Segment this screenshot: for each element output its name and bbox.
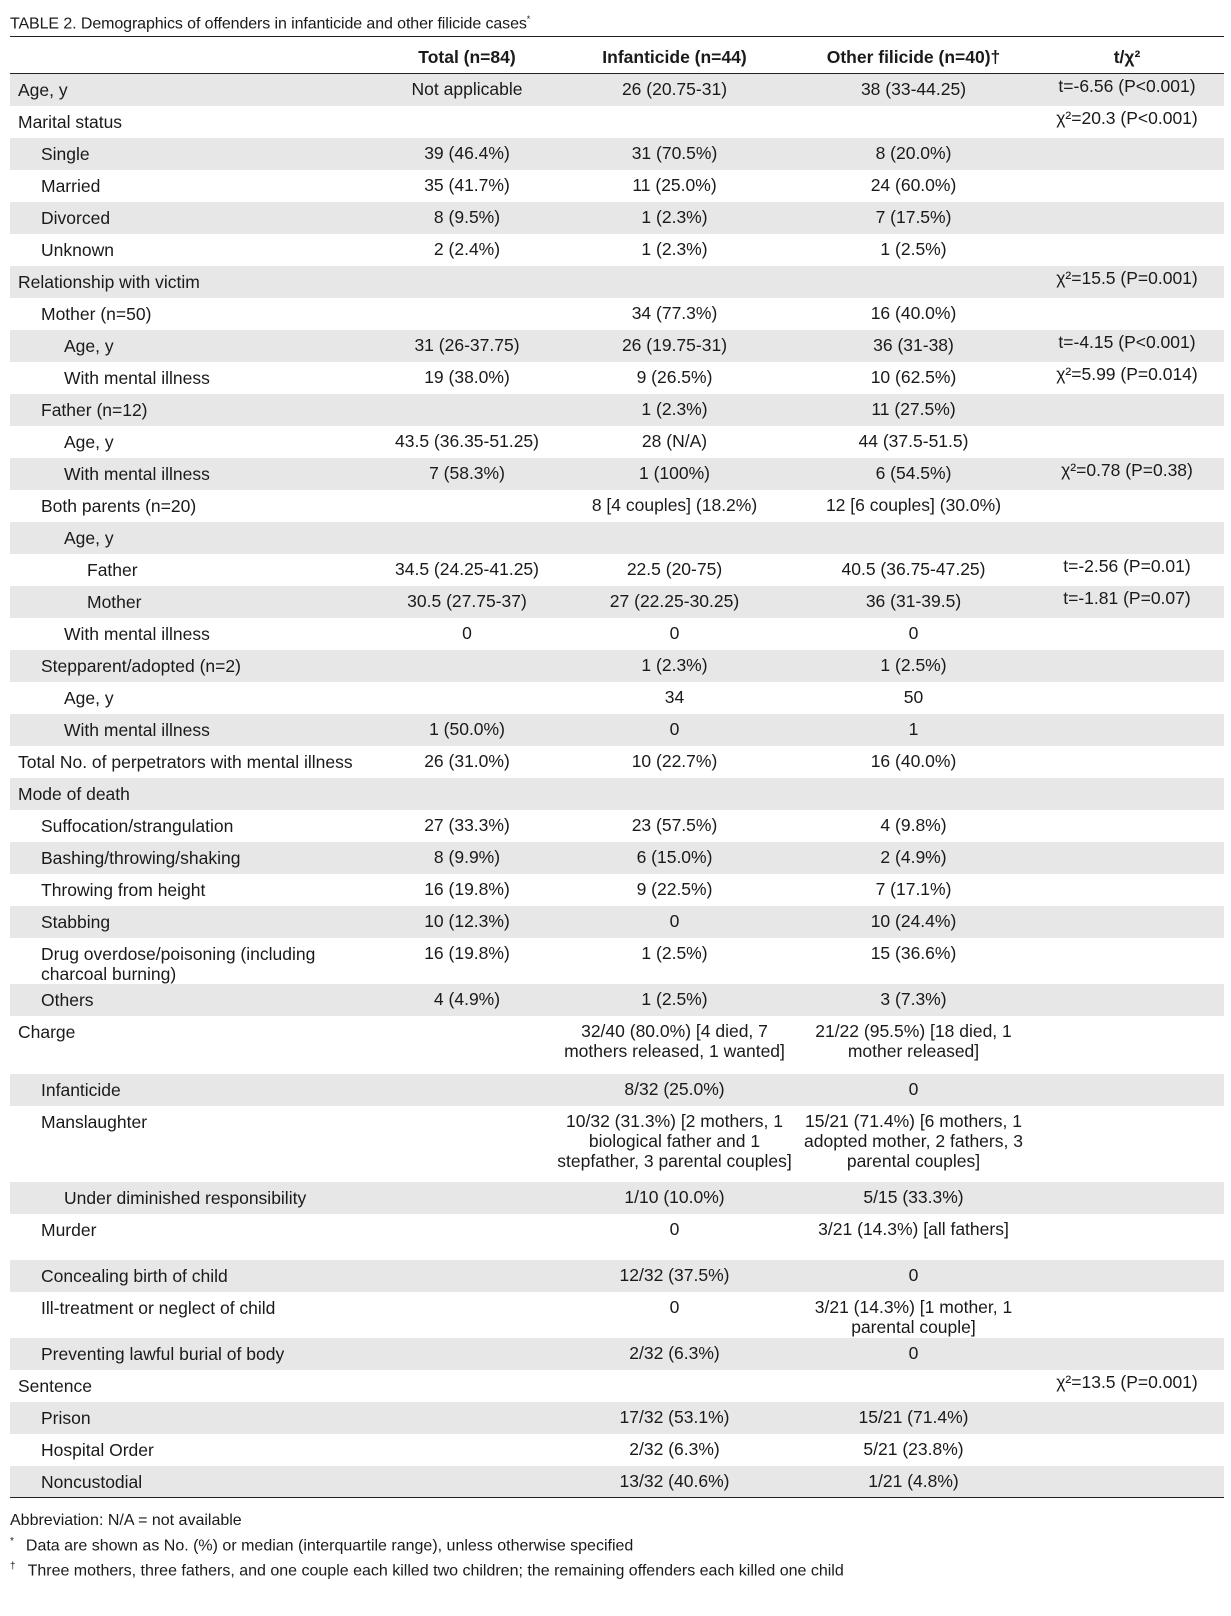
cell-statistic [1030,842,1224,874]
cell-infanticide: 6 (15.0%) [552,842,797,874]
cell-infanticide: 1 (2.3%) [552,650,797,682]
table-row [10,170,1224,202]
table-row [10,682,1224,714]
cell-infanticide: 10 (22.7%) [631,750,718,771]
cell-infanticide: 1 (2.3%) [552,202,797,234]
table-row [10,234,1224,266]
table-row [10,618,1224,650]
row-label: Age, y [10,74,382,106]
row-label: Noncustodial [10,1466,382,1498]
table-row [10,362,1224,394]
row-label: Age, y [64,687,114,708]
cell-total: 10 (12.3%) [382,906,552,938]
caption-mark: * [526,14,531,24]
cell-statistic: χ²=0.78 (P=0.38) [1030,458,1224,490]
cell-other-filicide: 15 (36.6%) [870,942,957,963]
cell-other-filicide [797,522,1030,554]
row-label: Total No. of perpetrators with mental illness [18,751,353,772]
table-row [10,554,1224,586]
cell-statistic [1030,874,1224,906]
row-label: Age, y [64,431,114,452]
cell-other-filicide: 7 (17.1%) [875,878,952,899]
cell-total [382,1260,552,1292]
row-label: Drug overdose/poisoning (including charcoal burning) [41,943,316,984]
row-label: With mental illness [10,714,382,746]
cell-other-filicide: 0 [797,1338,1030,1370]
cell-statistic [1030,1182,1224,1214]
row-label: Sentence [18,1375,92,1396]
cell-statistic [1030,984,1224,1016]
cell-total [382,1182,552,1214]
cell-infanticide: 28 (N/A) [641,430,708,451]
cell-total [382,1402,552,1434]
cell-infanticide: 1/10 (10.0%) [552,1182,797,1214]
cell-total: 39 (46.4%) [382,138,552,170]
cell-total: 35 (41.7%) [424,174,510,195]
row-label: With mental illness [64,367,210,388]
cell-other-filicide: 40.5 (36.75-47.25) [841,558,986,579]
header-infanticide: Infanticide (n=44) [552,37,797,74]
row-label: Age, y [10,522,382,554]
cell-infanticide: 0 [552,906,797,938]
cell-statistic [1030,778,1224,810]
cell-statistic: t=-2.56 (P=0.01) [1063,555,1191,576]
header-statistic: t/χ² [1030,37,1224,74]
cell-infanticide: 12/32 (37.5%) [552,1260,797,1292]
row-label: Unknown [41,239,114,260]
table-row [10,586,1224,618]
row-label: Preventing lawful burial of body [10,1338,382,1370]
row-label: Father [87,559,138,580]
cell-statistic [1030,522,1224,554]
table-row [10,1338,1224,1370]
row-label: Mode of death [10,778,382,810]
cell-other-filicide: 4 (9.8%) [880,814,947,835]
cell-total [382,1292,552,1338]
table-row [10,984,1224,1016]
cell-total [382,1016,552,1074]
cell-total [382,1106,552,1182]
cell-infanticide: 1 (2.3%) [552,394,797,426]
cell-other-filicide: 36 (31-38) [797,330,1030,362]
table-row [10,298,1224,330]
cell-infanticide [552,106,797,138]
cell-statistic [1030,298,1224,330]
table-row [10,746,1224,778]
footnote-2: † Three mothers, three fathers, and one couple each killed two children; the remaining offenders each killed one child [10,1561,844,1580]
cell-infanticide: 17/32 (53.1%) [552,1402,797,1434]
cell-other-filicide: 0 [797,1074,1030,1106]
cell-statistic [1030,234,1224,266]
cell-other-filicide: 10 (24.4%) [797,906,1030,938]
row-label: Bashing/throwing/shaking [10,842,382,874]
row-label: Manslaughter [41,1111,148,1132]
cell-other-filicide: 38 (33-44.25) [797,74,1030,106]
header-row [10,37,1224,74]
cell-other-filicide: 5/15 (33.3%) [797,1182,1030,1214]
table-row [10,522,1224,554]
table-row [10,74,1224,106]
cell-infanticide [552,522,797,554]
table-row [10,1260,1224,1292]
row-label: Throwing from height [41,879,206,900]
table-row [10,1214,1224,1260]
cell-infanticide: 31 (70.5%) [552,138,797,170]
cell-statistic: χ²=20.3 (P<0.001) [1056,107,1198,128]
table-row [10,778,1224,810]
cell-total [382,1338,552,1370]
row-label: Married [41,175,101,196]
cell-total [382,298,552,330]
cell-statistic [1030,490,1224,522]
cell-other-filicide: 1 (2.5%) [880,238,947,259]
cell-statistic [1030,1466,1224,1498]
table-row [10,1182,1224,1214]
cell-total: 16 (19.8%) [424,942,510,963]
cell-other-filicide: 3/21 (14.3%) [all fathers] [818,1218,1009,1239]
cell-total [382,682,552,714]
cell-total: 1 (50.0%) [382,714,552,746]
cell-statistic: χ²=5.99 (P=0.014) [1056,363,1198,384]
cell-total: 0 [462,622,472,643]
cell-other-filicide: 44 (37.5-51.5) [858,430,969,451]
row-label: Single [10,138,382,170]
cell-statistic [1030,906,1224,938]
cell-total [382,1434,552,1466]
row-label: Charge [18,1021,76,1042]
caption-label: TABLE 2. [10,15,77,33]
row-label: Relationship with victim [10,266,382,298]
cell-statistic [1030,1434,1224,1466]
cell-infanticide: 26 (19.75-31) [552,330,797,362]
table-row [10,874,1224,906]
cell-other-filicide: 6 (54.5%) [797,458,1030,490]
cell-total: 16 (19.8%) [424,878,510,899]
table-row [10,1016,1224,1074]
cell-total: 26 (31.0%) [424,750,510,771]
row-label: Concealing birth of child [10,1260,382,1292]
cell-total: 2 (2.4%) [433,238,501,259]
cell-other-filicide: 21/22 (95.5%) [18 died, 1 mother released] [815,1020,1012,1061]
table-row [10,266,1224,298]
cell-infanticide: 1 (2.3%) [641,238,708,259]
cell-statistic [1030,1214,1224,1260]
cell-other-filicide: 12 [6 couples] (30.0%) [825,494,1002,515]
table-body [10,74,1224,1498]
table-row [10,842,1224,874]
cell-other-filicide: 0 [908,622,919,643]
table-row [10,1074,1224,1106]
cell-total [382,522,552,554]
cell-infanticide: 27 (22.25-30.25) [552,586,797,618]
table-row [10,714,1224,746]
cell-infanticide: 1 (2.5%) [552,984,797,1016]
cell-statistic [1030,746,1224,778]
cell-statistic: χ²=15.5 (P=0.001) [1030,266,1224,298]
cell-total: 43.5 (36.35-51.25) [395,430,539,451]
cell-infanticide: 34 (77.3%) [631,302,718,323]
cell-other-filicide: 8 (20.0%) [797,138,1030,170]
cell-total: 27 (33.3%) [424,814,510,835]
cell-total: 34.5 (24.25-41.25) [395,558,539,579]
row-label: Ill-treatment or neglect of child [41,1297,276,1318]
cell-infanticide: 13/32 (40.6%) [552,1466,797,1498]
header-blank [10,37,382,74]
cell-other-filicide: 16 (40.0%) [870,302,957,323]
cell-statistic [1030,1074,1224,1106]
cell-statistic [1030,650,1224,682]
cell-statistic [1030,202,1224,234]
caption-text: Demographics of offenders in infanticide and other filicide cases [80,15,527,33]
cell-statistic [1030,1016,1224,1074]
table-row [10,202,1224,234]
table-row [10,1434,1224,1466]
row-label: Age, y [10,330,382,362]
cell-other-filicide: 36 (31-39.5) [797,586,1030,618]
cell-statistic [1030,618,1224,650]
cell-other-filicide: 10 (62.5%) [870,366,957,387]
cell-other-filicide: 0 [797,1260,1030,1292]
cell-total [382,1466,552,1498]
cell-other-filicide: 1/21 (4.8%) [797,1466,1030,1498]
cell-statistic [1030,170,1224,202]
cell-statistic [1030,1402,1224,1434]
cell-total [382,650,552,682]
cell-total: 31 (26-37.75) [382,330,552,362]
row-label: Stabbing [10,906,382,938]
cell-infanticide: 26 (20.75-31) [552,74,797,106]
cell-total [382,1074,552,1106]
row-label: Prison [10,1402,382,1434]
cell-other-filicide: 11 (27.5%) [797,394,1030,426]
table-row [10,1466,1224,1498]
cell-statistic [1030,682,1224,714]
footnotes [10,1498,1218,1582]
demographics-table [10,36,1224,1498]
cell-infanticide: 22.5 (20-75) [626,558,723,579]
cell-other-filicide: 24 (60.0%) [870,174,957,195]
row-label: With mental illness [10,458,382,490]
cell-statistic [1030,714,1224,746]
cell-statistic: t=-1.81 (P=0.07) [1030,586,1224,618]
table-row [10,1106,1224,1182]
cell-other-filicide [797,1370,1030,1402]
cell-infanticide: 32/40 (80.0%) [4 died, 7 mothers released, 1 wanted] [564,1020,785,1061]
table-row [10,330,1224,362]
cell-other-filicide: 2 (4.9%) [797,842,1030,874]
cell-infanticide: 11 (25.0%) [632,174,717,195]
cell-other-filicide: 5/21 (23.8%) [863,1438,964,1459]
cell-total [382,490,552,522]
header-total: Total (n=84) [382,37,552,74]
cell-total: 8 (9.9%) [382,842,552,874]
cell-infanticide: 1 (100%) [552,458,797,490]
row-label: Murder [41,1219,97,1240]
cell-infanticide: 2/32 (6.3%) [629,1438,720,1459]
table-row [10,1402,1224,1434]
table-row [10,650,1224,682]
table-row [10,426,1224,458]
cell-infanticide [552,266,797,298]
table-row [10,938,1224,984]
cell-other-filicide: 16 (40.0%) [870,750,957,771]
cell-total: 19 (38.0%) [424,366,510,387]
cell-infanticide: 23 (57.5%) [631,814,718,835]
row-label: Under diminished responsibility [10,1182,382,1214]
cell-infanticide: 0 [552,714,797,746]
cell-statistic [1030,394,1224,426]
cell-statistic [1030,1106,1224,1182]
cell-total: 7 (58.3%) [382,458,552,490]
cell-statistic [1030,1260,1224,1292]
row-label: Hospital Order [41,1439,154,1460]
cell-total [382,778,552,810]
table-row [10,810,1224,842]
footnote-1: * Data are shown as No. (%) or median (interquartile range), unless otherwise specified [10,1536,634,1555]
table-caption [10,8,1218,36]
cell-infanticide: 10/32 (31.3%) [2 mothers, 1 biological father and 1 stepfather, 3 parental couples] [557,1110,792,1171]
cell-total [382,1214,552,1260]
cell-infanticide: 2/32 (6.3%) [552,1338,797,1370]
table-row [10,106,1224,138]
row-label: Both parents (n=20) [41,495,197,516]
cell-statistic: t=-4.15 (P<0.001) [1030,330,1224,362]
cell-statistic [1030,938,1224,984]
cell-infanticide: 0 [669,1218,680,1239]
cell-other-filicide: 3 (7.3%) [797,984,1030,1016]
cell-other-filicide: 15/21 (71.4%) [6 mothers, 1 adopted mother, 2 fathers, 3 parental couples] [804,1110,1023,1171]
cell-other-filicide [797,266,1030,298]
cell-statistic [1030,138,1224,170]
header-other-filicide: Other filicide (n=40)† [797,37,1030,74]
cell-other-filicide: 1 (2.5%) [797,650,1030,682]
cell-total: Not applicable [382,74,552,106]
cell-infanticide: 8 [4 couples] (18.2%) [591,494,758,515]
cell-infanticide [552,1370,797,1402]
row-label: Marital status [18,111,123,132]
cell-statistic [1030,810,1224,842]
row-label: Mother [10,586,382,618]
table-row [10,458,1224,490]
row-label: Suffocation/strangulation [41,815,234,836]
cell-other-filicide: 1 [797,714,1030,746]
cell-statistic: t=-6.56 (P<0.001) [1030,74,1224,106]
row-label: Stepparent/adopted (n=2) [10,650,382,682]
abbreviation-note: Abbreviation: N/A = not available [10,1512,242,1529]
cell-total [382,1370,552,1402]
table-row [10,1292,1224,1338]
row-label: Father (n=12) [10,394,382,426]
table-row [10,1370,1224,1402]
cell-other-filicide: 7 (17.5%) [797,202,1030,234]
cell-infanticide: 8/32 (25.0%) [552,1074,797,1106]
cell-total: 8 (9.5%) [382,202,552,234]
row-label: Divorced [10,202,382,234]
row-label: Mother (n=50) [41,303,152,324]
cell-other-filicide [797,106,1030,138]
cell-total: 30.5 (27.75-37) [382,586,552,618]
cell-infanticide: 34 [664,686,685,707]
cell-other-filicide: 50 [903,686,924,707]
cell-infanticide [552,778,797,810]
table-row [10,138,1224,170]
cell-infanticide: 0 [669,1296,680,1317]
cell-infanticide: 9 (22.5%) [636,878,713,899]
cell-total [382,266,552,298]
cell-other-filicide: 15/21 (71.4%) [797,1402,1030,1434]
table-row [10,490,1224,522]
cell-total [382,106,552,138]
cell-total [382,394,552,426]
cell-infanticide: 9 (26.5%) [636,366,713,387]
cell-statistic [1030,1338,1224,1370]
cell-statistic [1030,1292,1224,1338]
row-label: Others [10,984,382,1016]
cell-statistic: χ²=13.5 (P=0.001) [1056,1371,1198,1392]
cell-infanticide: 1 (2.5%) [641,942,708,963]
row-label: Infanticide [10,1074,382,1106]
table-row [10,906,1224,938]
cell-total: 4 (4.9%) [382,984,552,1016]
cell-statistic [1030,426,1224,458]
table-row [10,394,1224,426]
cell-other-filicide: 3/21 (14.3%) [1 mother, 1 parental couple] [814,1296,1013,1337]
cell-infanticide: 0 [669,622,680,643]
cell-other-filicide [797,778,1030,810]
row-label: With mental illness [64,623,210,644]
